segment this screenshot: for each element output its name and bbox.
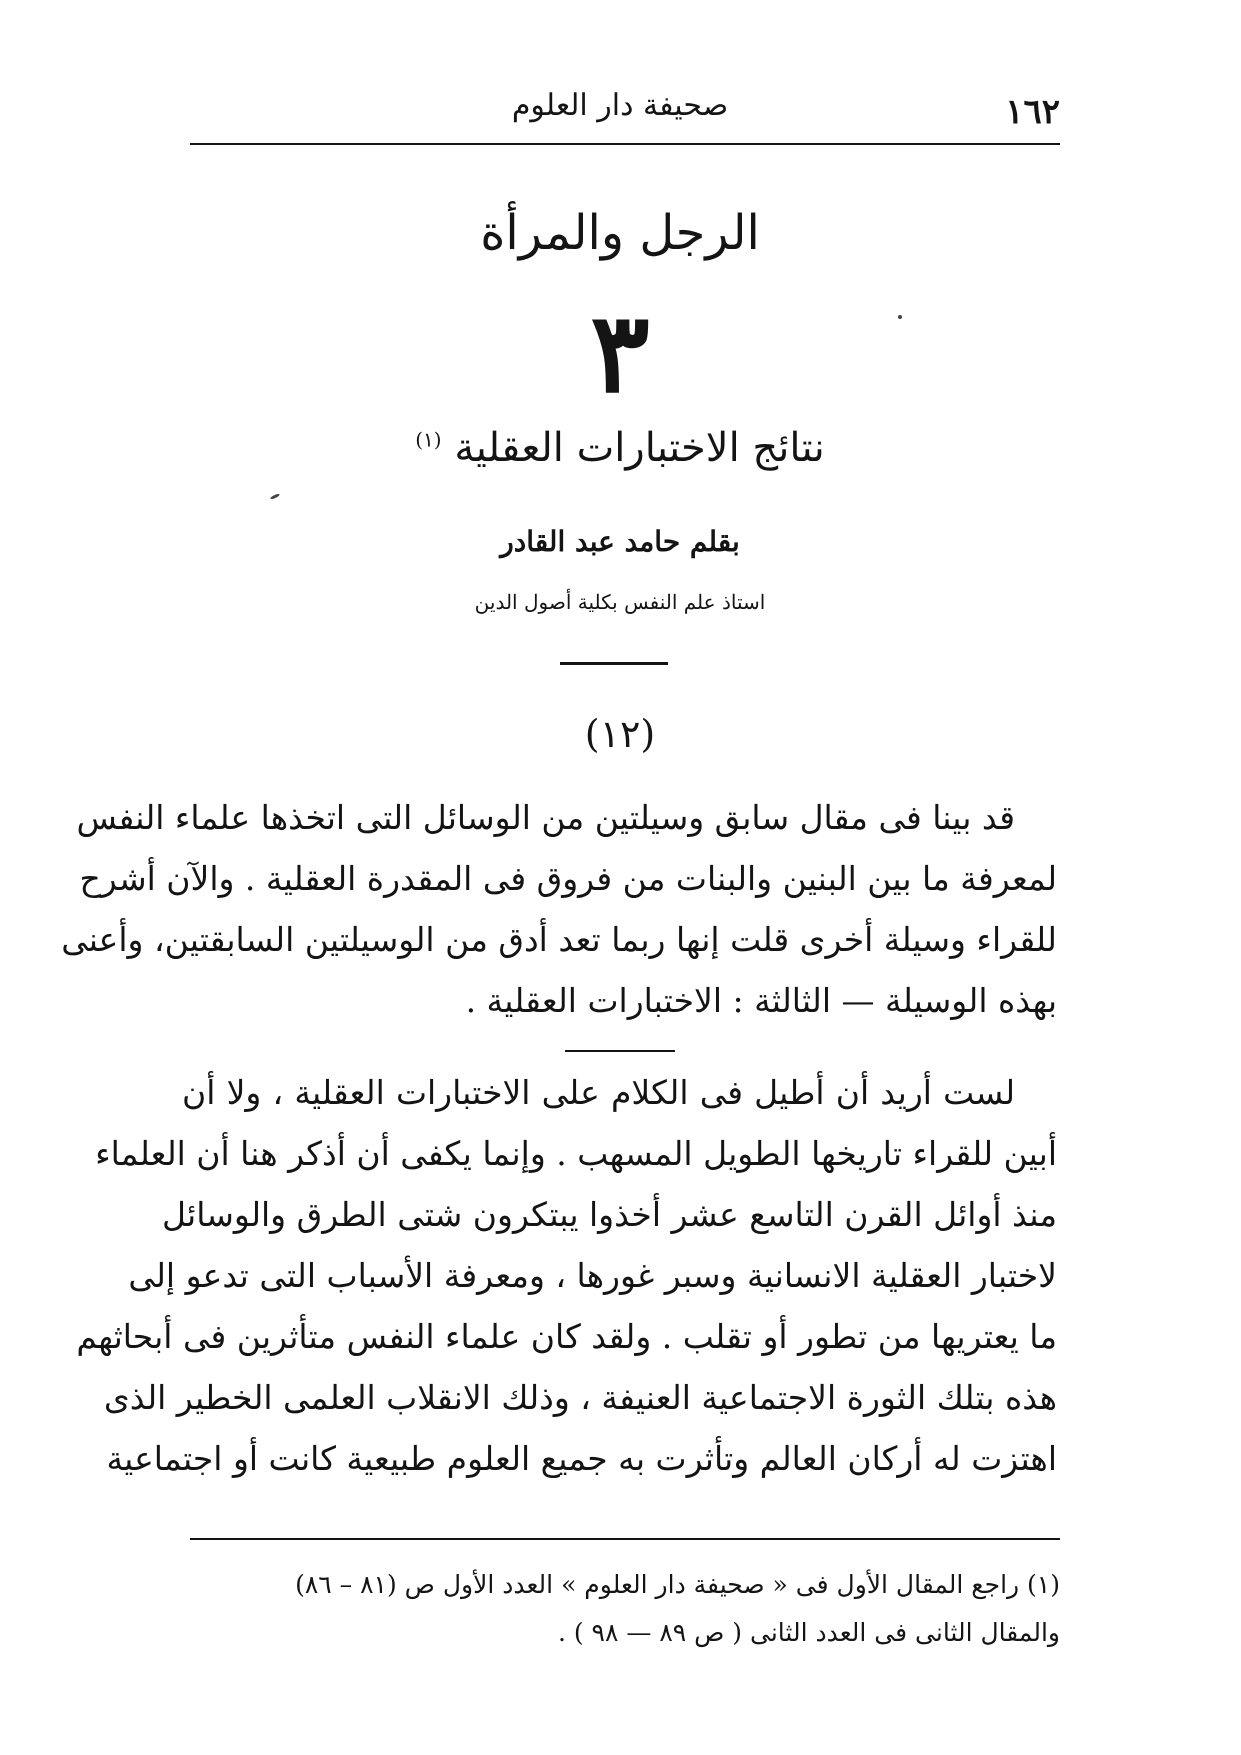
text-line: بهذه الوسيلة — الثالثة : الاختبارات العقلية . [465,981,1057,1020]
footnote-reference: (١) [415,427,442,452]
text-line: لمعرفة ما بين البنين والبنات من فروق فى المقدرة العقلية . والآن أشرح [79,859,1057,898]
series-title: الرجل والمرأة [480,205,760,261]
text-line: لاختبار العقلية الانسانية وسبر غورها ، ومعرفة الأسباب التى تدعو إلى [128,1256,1057,1295]
footnote-line: (١) راجع المقال الأول فى « صحيفة دار العلوم » العدد الأول ص (٨١ – ٨٦) [295,1570,1060,1599]
section-number: (١٢) [584,712,656,756]
title-divider [560,662,668,665]
article-title-block [300,425,940,471]
author-role: استاذ علم النفس بكلية أصول الدين [474,590,766,614]
author-name: بقلم حامد عبد القادر [500,525,740,558]
text-line: منذ أوائل القرن التاسع عشر أخذوا يبتكرون شتى الطرق والوسائل [162,1195,1057,1234]
scan-speck [898,315,902,319]
running-title: صحيفة دار العلوم [511,88,729,123]
text-line: هذه بتلك الثورة الاجتماعية العنيفة ، وذلك الانقلاب العلمى الخطير الذى [103,1378,1057,1417]
header-rule [190,143,1060,145]
scan-speck [270,493,280,500]
paragraph-1 [61,787,1057,1031]
footnote-line: والمقال الثانى فى العدد الثانى ( ص ٨٩ — ٩٨ ) . [557,1618,1060,1647]
paragraph-2 [76,1062,1057,1489]
text-line: لست أريد أن أطيل فى الكلام على الاختبارات العقلية ، ولا أن [182,1073,1015,1112]
text-line: قد بينا فى مقال سابق وسيلتين من الوسائل التى اتخذها علماء النفس [76,798,1015,837]
underline-rule [565,1050,675,1052]
text-line: ما يعتريها من تطور أو تقلب . ولقد كان علماء النفس متأثرين فى أبحاثهم [76,1317,1057,1356]
text-line: للقراء وسيلة أخرى قلت إنها ربما تعد أدق من الوسيلتين السابقتين، وأعنى [61,920,1057,959]
page-number: ١٦٢ [1005,92,1060,132]
text-line: اهتزت له أركان العالم وتأثرت به جميع العلوم طبيعية كانت أو اجتماعية [106,1439,1057,1478]
text-line: أبين للقراء تاريخها الطويل المسهب . وإنما يكفى أن أذكر هنا أن العلماء [95,1134,1057,1173]
article-number: ٣ [590,288,650,417]
footnote-rule [190,1538,1060,1540]
article-title: نتائج الاختبارات العقلية [454,425,825,471]
